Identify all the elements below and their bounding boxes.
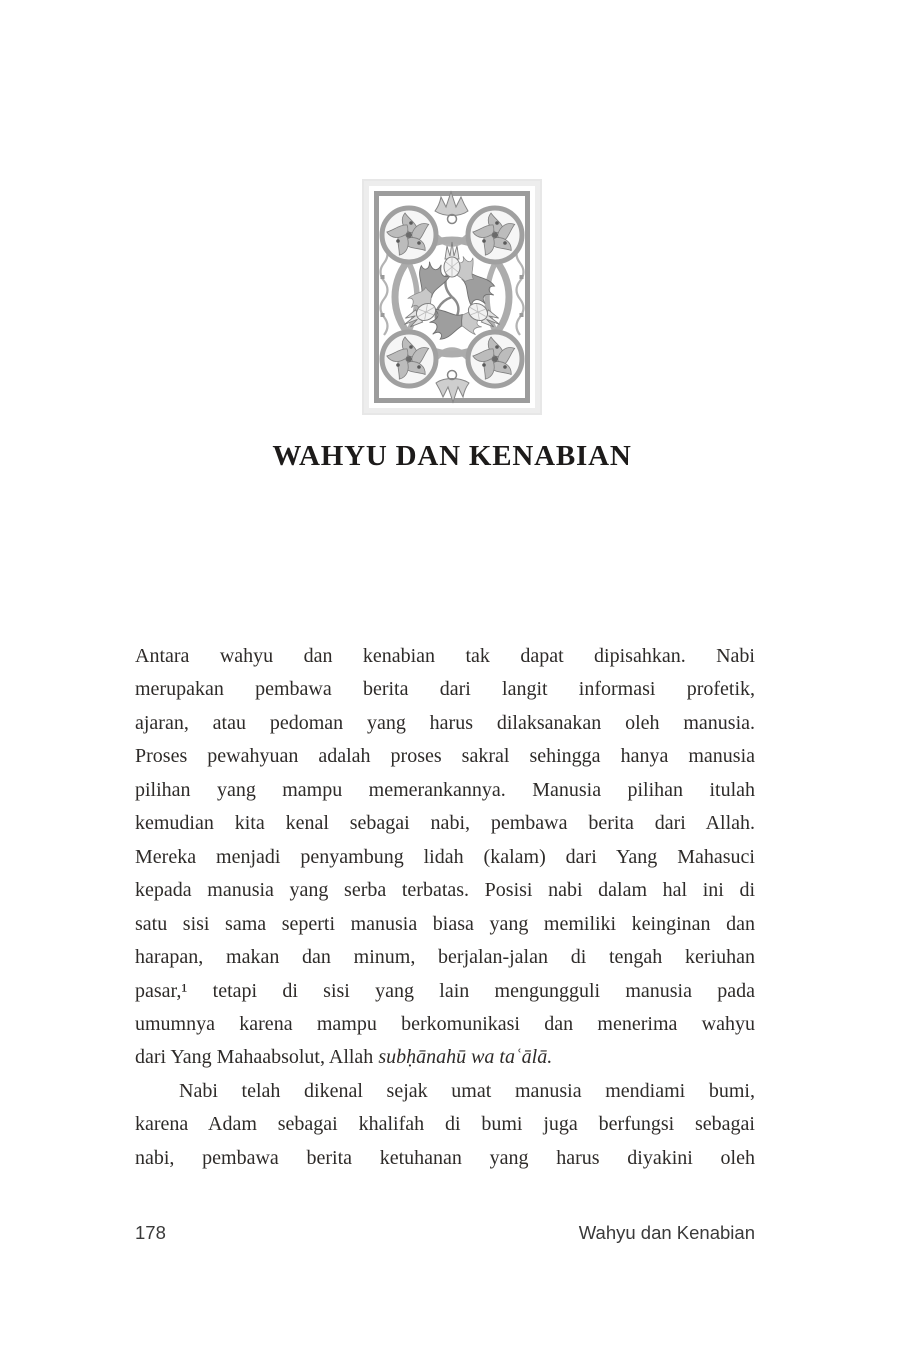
text-line: Nabi telah dikenal sejak umat manusia mendiami bumi, bbox=[179, 1079, 755, 1102]
text-line: satu sisi sama seperti manusia biasa yang memiliki keinginan dan bbox=[135, 912, 755, 935]
paragraph bbox=[135, 640, 755, 1075]
running-title: Wahyu dan Kenabian bbox=[578, 1222, 755, 1243]
text-line: pilihan yang mampu memerankannya. Manusia pilihan itulah bbox=[135, 778, 755, 801]
text-line: karena Adam sebagai khalifah di bumi juga berfungsi sebagai bbox=[135, 1113, 755, 1136]
text-line: harapan, makan dan minum, berjalan-jalan di tengah keriuhan bbox=[135, 946, 755, 969]
page-number: 178 bbox=[135, 1222, 166, 1243]
chapter-title: WAHYU DAN KENABIAN bbox=[272, 440, 632, 472]
text-line: merupakan pembawa berita dari langit informasi profetik, bbox=[135, 678, 755, 701]
text-line: Proses pewahyuan adalah proses sakral sehingga hanya manusia bbox=[135, 745, 755, 768]
paragraph bbox=[135, 1075, 755, 1175]
text-line: kepada manusia yang serba terbatas. Posisi nabi dalam hal ini di bbox=[135, 879, 755, 902]
chapter-ornament-image bbox=[362, 179, 542, 415]
text-line: dari Yang Mahaabsolut, Allah subḥānahū wa taʿālā. bbox=[135, 1046, 553, 1069]
thistle-floral-ornament-graphic bbox=[362, 179, 542, 415]
text-line: Antara wahyu dan kenabian tak dapat dipisahkan. Nabi bbox=[135, 645, 755, 667]
body-text bbox=[135, 640, 755, 1175]
text-line: ajaran, atau pedoman yang harus dilaksanakan oleh manusia. bbox=[135, 711, 755, 734]
text-line: kemudian kita kenal sebagai nabi, pembawa berita dari Allah. bbox=[135, 812, 755, 835]
text-line: pasar,¹ tetapi di sisi yang lain mengungguli manusia pada bbox=[135, 979, 755, 1002]
page-footer bbox=[135, 1222, 755, 1244]
text-line: Mereka menjadi penyambung lidah (kalam) dari Yang Mahasuci bbox=[135, 845, 755, 868]
text-line: nabi, pembawa berita ketuhanan yang harus diyakini oleh bbox=[135, 1146, 755, 1169]
text-line: umumnya karena mampu berkomunikasi dan menerima wahyu bbox=[135, 1012, 755, 1035]
